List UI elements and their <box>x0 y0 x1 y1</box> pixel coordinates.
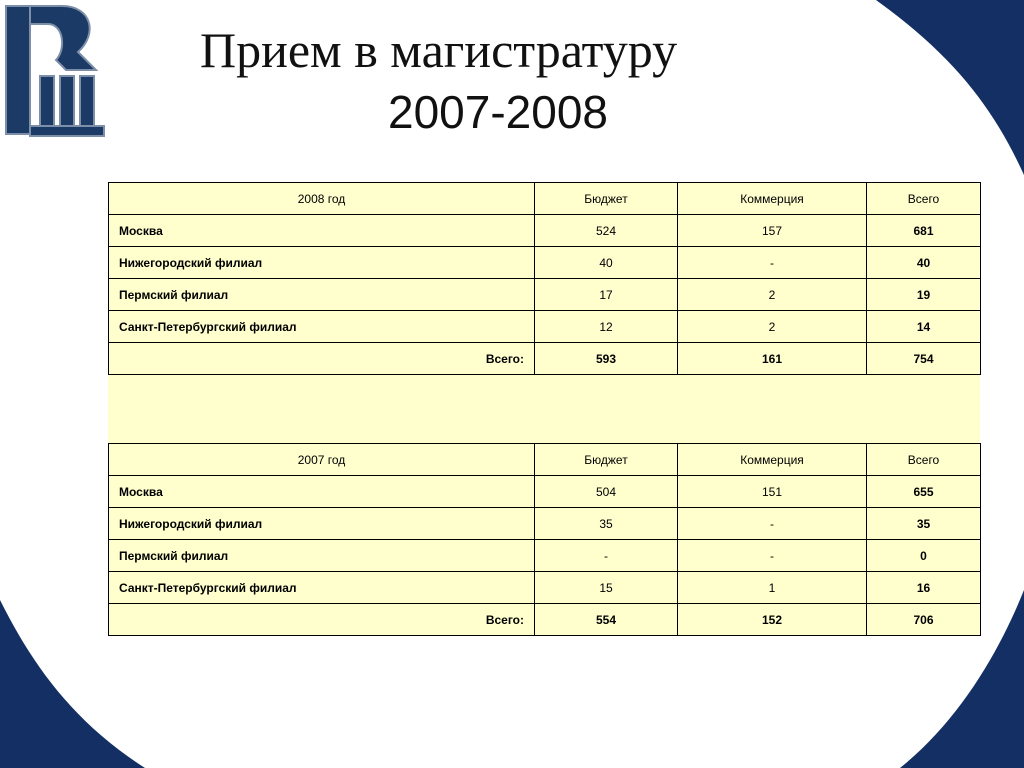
header-commerce: Коммерция <box>678 444 867 476</box>
row-budget: 12 <box>535 311 678 343</box>
table-row <box>109 279 981 311</box>
header-budget: Бюджет <box>535 183 678 215</box>
sum-commerce: 152 <box>678 604 867 636</box>
row-commerce: 151 <box>678 476 867 508</box>
sum-label: Всего: <box>109 604 535 636</box>
table-sum-row <box>109 604 981 636</box>
row-budget: 35 <box>535 508 678 540</box>
row-name: Нижегородский филиал <box>109 247 535 279</box>
table-header-row <box>109 183 981 215</box>
table-2007 <box>108 443 981 636</box>
row-budget: 17 <box>535 279 678 311</box>
header-commerce: Коммерция <box>678 183 867 215</box>
row-total: 35 <box>867 508 981 540</box>
row-budget: 504 <box>535 476 678 508</box>
table-row <box>109 572 981 604</box>
row-name: Пермский филиал <box>109 540 535 572</box>
row-total: 0 <box>867 540 981 572</box>
row-total: 16 <box>867 572 981 604</box>
sum-label: Всего: <box>109 343 535 375</box>
table-row <box>109 476 981 508</box>
table-row <box>109 508 981 540</box>
header-budget: Бюджет <box>535 444 678 476</box>
page-title: Прием в магистратуру <box>200 22 678 78</box>
sum-total: 706 <box>867 604 981 636</box>
row-commerce: 1 <box>678 572 867 604</box>
row-commerce: 2 <box>678 279 867 311</box>
row-budget: 40 <box>535 247 678 279</box>
table-sum-row <box>109 343 981 375</box>
row-name: Нижегородский филиал <box>109 508 535 540</box>
row-commerce: - <box>678 508 867 540</box>
table-2008 <box>108 182 981 375</box>
row-total: 14 <box>867 311 981 343</box>
header-year: 2007 год <box>109 444 535 476</box>
header-year: 2008 год <box>109 183 535 215</box>
row-name: Санкт-Петербургский филиал <box>109 572 535 604</box>
row-commerce: 2 <box>678 311 867 343</box>
table-row <box>109 540 981 572</box>
admissions-tables <box>108 182 980 636</box>
row-name: Москва <box>109 476 535 508</box>
row-name: Москва <box>109 215 535 247</box>
page-subtitle-years: 2007-2008 <box>388 86 608 138</box>
header-total: Всего <box>867 183 981 215</box>
header-total: Всего <box>867 444 981 476</box>
table-header-row <box>109 444 981 476</box>
row-total: 40 <box>867 247 981 279</box>
sum-total: 754 <box>867 343 981 375</box>
row-budget: 524 <box>535 215 678 247</box>
hse-logo-icon <box>0 0 110 142</box>
sum-commerce: 161 <box>678 343 867 375</box>
row-total: 681 <box>867 215 981 247</box>
table-row <box>109 247 981 279</box>
row-name: Пермский филиал <box>109 279 535 311</box>
table-row <box>109 215 981 247</box>
row-commerce: 157 <box>678 215 867 247</box>
row-budget: 15 <box>535 572 678 604</box>
table-row <box>109 311 981 343</box>
sum-budget: 593 <box>535 343 678 375</box>
row-name: Санкт-Петербургский филиал <box>109 311 535 343</box>
row-budget: - <box>535 540 678 572</box>
table-gap <box>108 375 980 443</box>
row-total: 655 <box>867 476 981 508</box>
row-total: 19 <box>867 279 981 311</box>
row-commerce: - <box>678 247 867 279</box>
row-commerce: - <box>678 540 867 572</box>
sum-budget: 554 <box>535 604 678 636</box>
